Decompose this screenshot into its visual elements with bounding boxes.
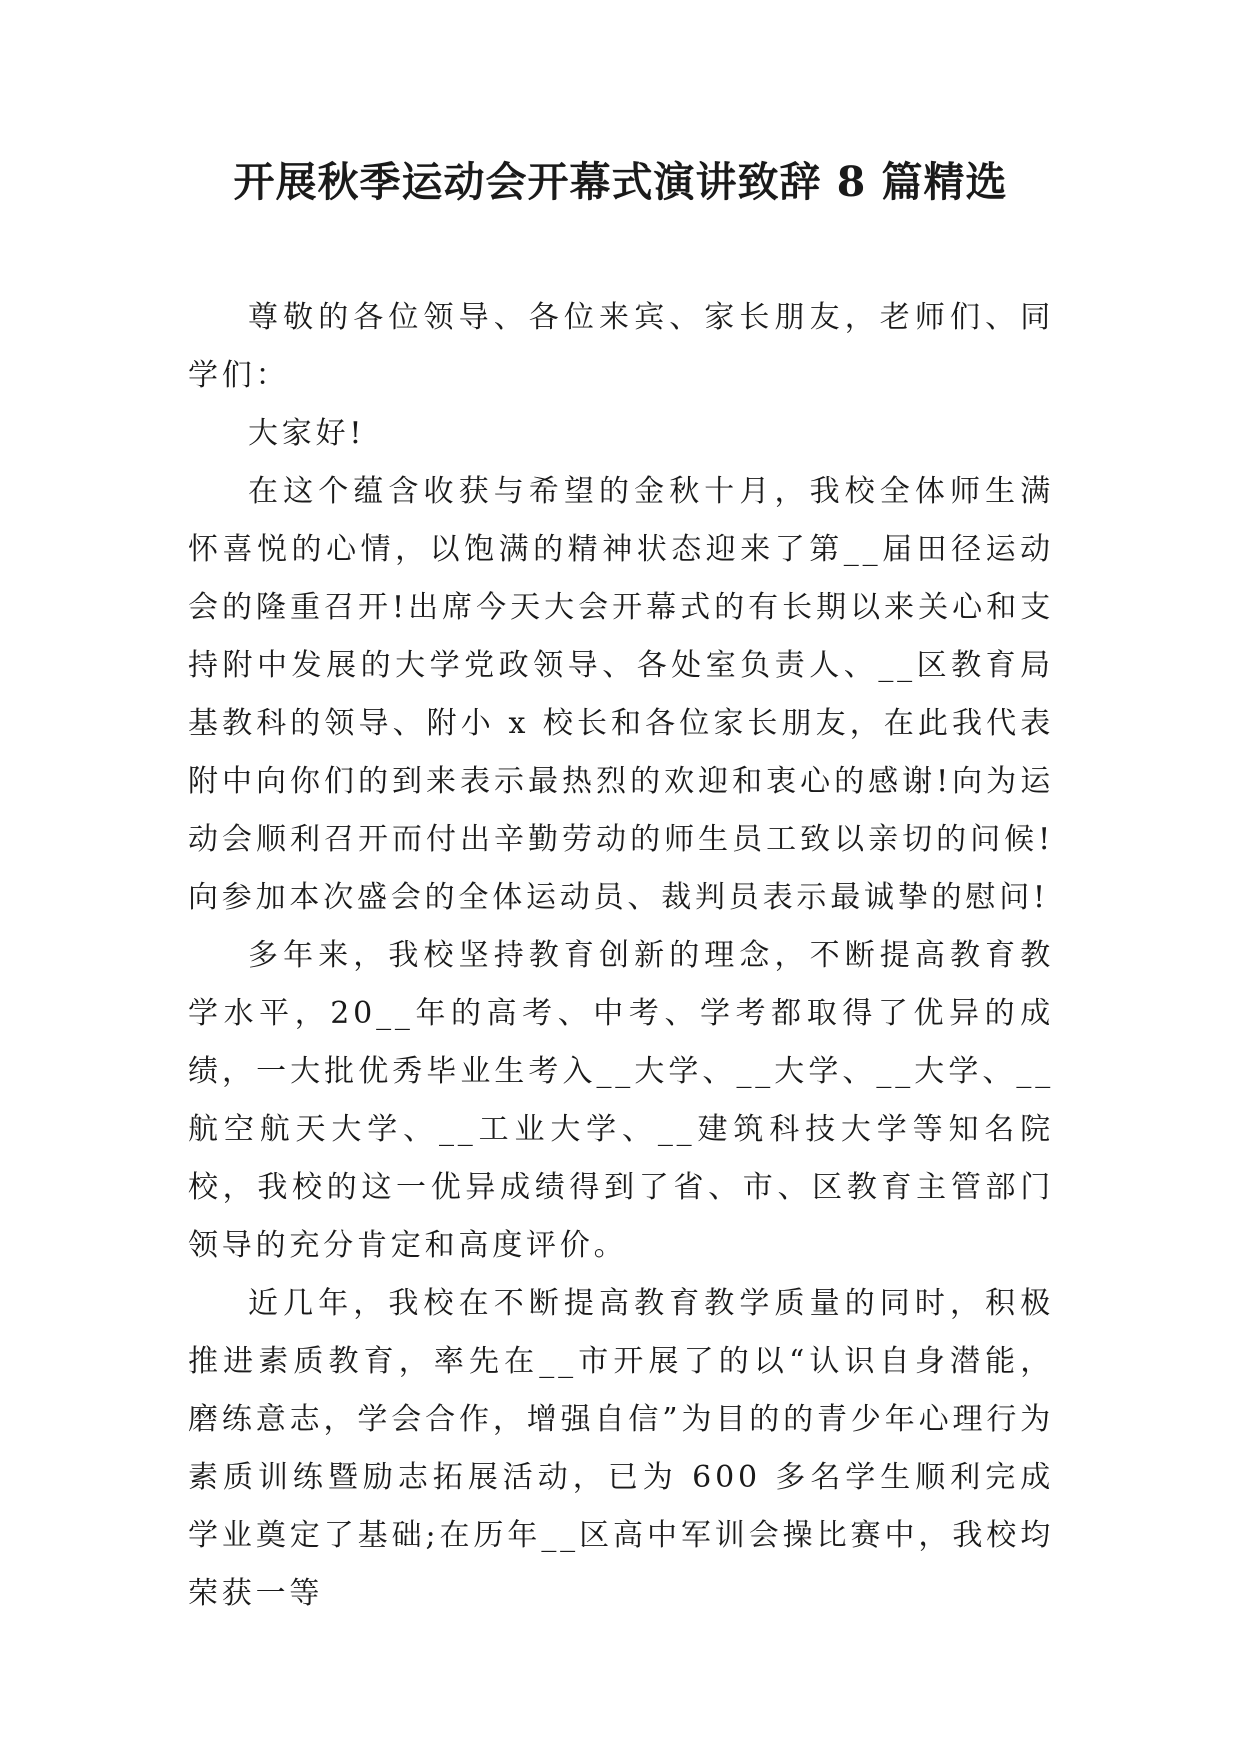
document-title: 开展秋季运动会开幕式演讲致辞 8 篇精选 [233, 158, 1008, 206]
paragraph-greeting: 大家好! [248, 416, 366, 451]
paragraph-salutation: 尊敬的各位领导、各位来宾、家长朋友，老师们、同学们： [188, 300, 1054, 393]
paragraph-achievements: 多年来，我校坚持教育创新的理念，不断提高教育教学水平，20__年的高考、中考、学考都取得了优异的成绩，一大批优秀毕业生考入__大学、__大学、__大学、__航空航天大学、__工业大学、__建筑科技大学等知名院校，我校的这一优异成绩得到了省、市、区教育主管部门领导的充分肯定和高度评价。 [188, 938, 1054, 1263]
paragraph-welcome: 在这个蕴含收获与希望的金秋十月，我校全体师生满怀喜悦的心情，以饱满的精神状态迎来了第__届田径运动会的隆重召开!出席今天大会开幕式的有长期以来关心和支持附中发展的大学党政领导、各处室负责人、__区教育局基教科的领导、附小 x 校长和各位家长朋友，在此我代表附中向你们的到来表示最热烈的欢迎和衷心的感谢!向为运动会顺利召开而付出辛勤劳动的师生员工致以亲切的问候!向参加本次盛会的全体运动员、裁判员表示最诚挚的慰问! [188, 474, 1054, 915]
paragraph-quality-education: 近几年，我校在不断提高教育教学质量的同时，积极推进素质教育，率先在__市开展了的以“认识自身潜能，磨练意志，学会合作，增强自信”为目的的青少年心理行为素质训练暨励志拓展活动，已为 600 多名学生顺利完成学业奠定了基础;在历年__区高中军训会操比赛中，我校均荣获一等 [188, 1286, 1054, 1611]
document-body [188, 289, 1054, 1623]
